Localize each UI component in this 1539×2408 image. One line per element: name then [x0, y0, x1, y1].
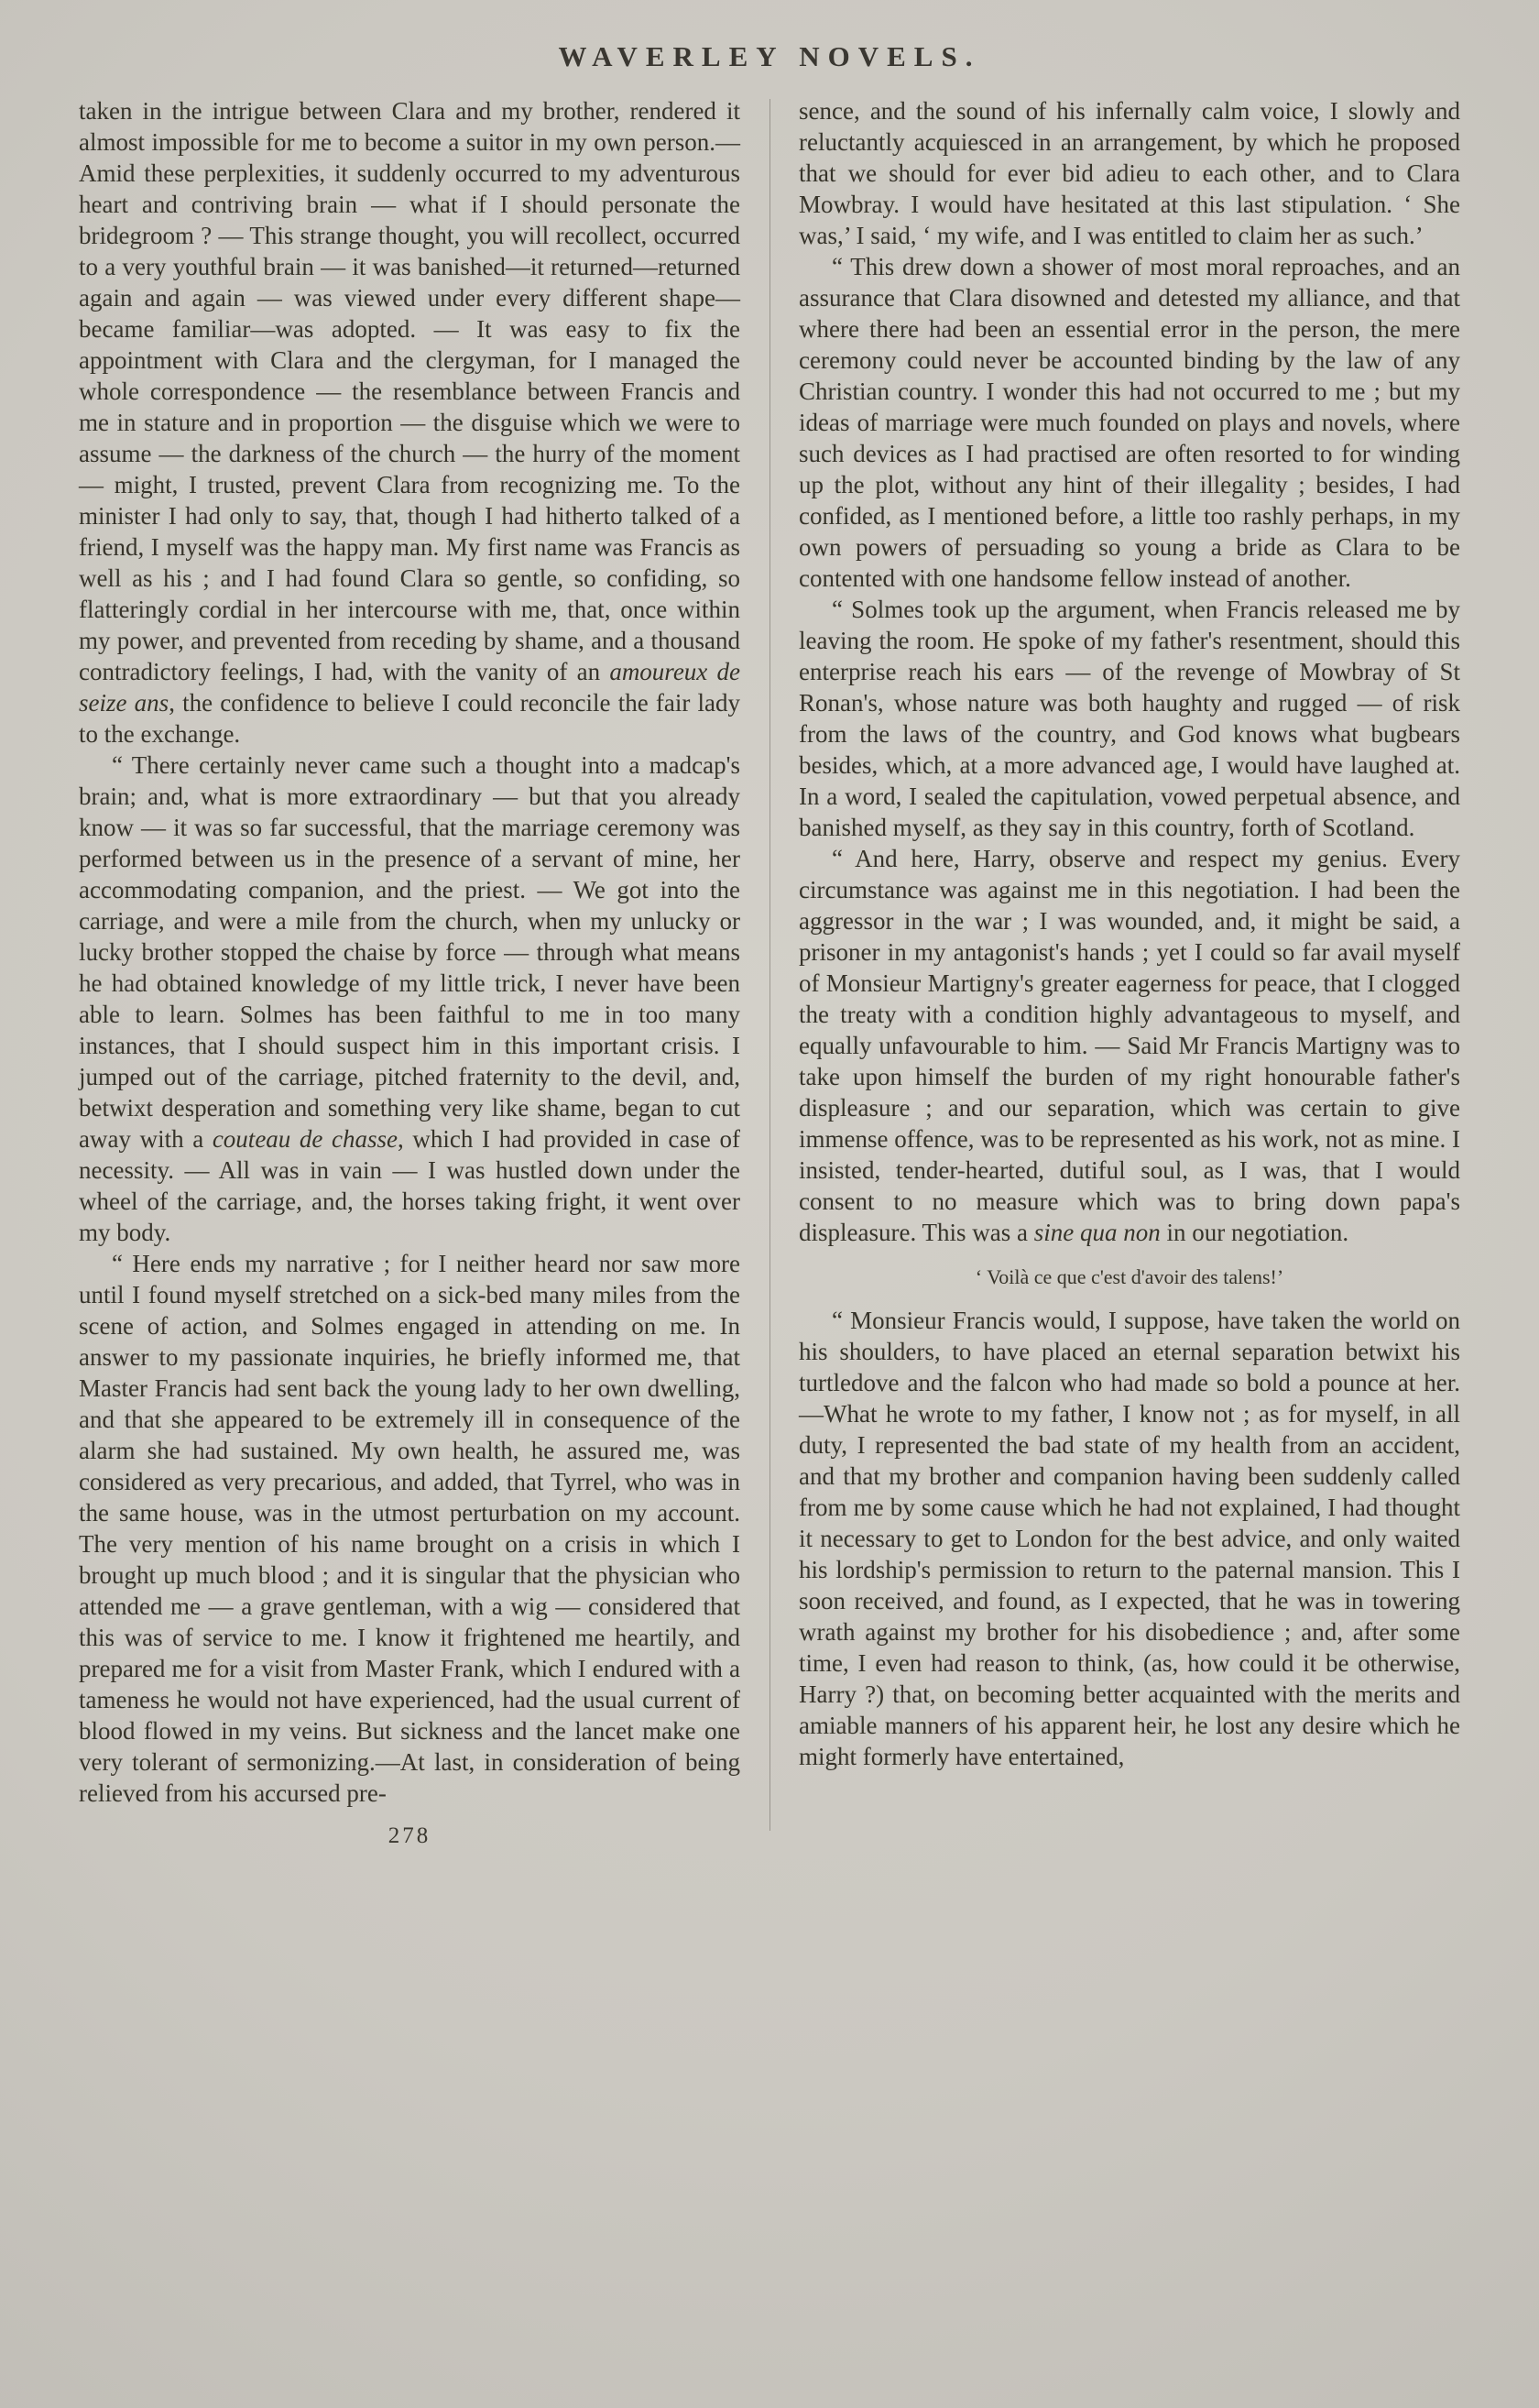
italic-phrase: couteau de chasse: [212, 1125, 398, 1153]
text-run: sence, and the sound of his infernally calm voice, I slowly and reluctantly acquiesced in an arrangement, by which he proposed that we should for ever bid adieu to each other, and to Clara Mowbray. I would have hesitated at this last stipulation. ‘ She was,’ I said, ‘ my wife, and I was entitled to claim her as such.’: [799, 97, 1460, 249]
paragraph: [79, 95, 740, 750]
paragraph: [79, 750, 740, 1248]
text-run: ‘ Voilà ce que c'est d'avoir des talens!’: [975, 1265, 1284, 1288]
text-run: “ Monsieur Francis would, I suppose, have taken the world on his shoulders, to have placed an eternal separation betwixt his turtledove and the falcon who had made so bold a pounce at her. —What he wrote to my father, I know not ; as for myself, in all duty, I represented the bad state of my health from an accident, and that my brother and companion having been suddenly called from me by some cause which he had not explained, I had thought it necessary to get to London for the best advice, and only waited his lordship's permission to return to the paternal mansion. This I soon received, and found, as I expected, that he was in towering wrath against my brother for his disobedience ; and, after some time, I even had reason to think, (as, how could it be otherwise, Harry ?) that, on becoming better acquainted with the merits and amiable manners of his apparent heir, he lost any desire which he might formerly have entertained,: [799, 1307, 1460, 1770]
paragraph: [799, 843, 1460, 1248]
paragraph: [799, 594, 1460, 843]
text-run: taken in the intrigue between Clara and my brother, rendered it almost impossible for me to become a suitor in my own person.—Amid these perplexities, it suddenly occurred to my adventurous heart and contriving brain — what if I should personate the bridegroom ? — This strange thought, you will recollect, occurred to a very youthful brain — it was banished—it returned—returned again and again — was viewed under every different shape—became familiar—was adopted. — It was easy to fix the appointment with Clara and the clergyman, for I managed the whole correspondence — the resemblance between Francis and me in stature and in proportion — the disguise which we were to assume — the darkness of the church — the hurry of the moment — might, I trusted, prevent Clara from recognizing me. To the minister I had only to say, that, though I had hitherto talked of a friend, I myself was the happy man. My first name was Francis as well as his ; and I had found Clara so gentle, so confiding, so flatteringly cordial in her intercourse with me, that, once within my power, and prevented from receding by shame, and a thousand contradictory feelings, I had, with the vanity of an: [79, 97, 740, 685]
text-run: “ Solmes took up the argument, when Francis released me by leaving the room. He spoke of my father's resentment, should this enterprise reach his ears — of the revenge of Mowbray of St Ronan's, whose nature was both haughty and rugged — of risk from the laws of the country, and God knows what bugbears besides, which, at a more advanced age, I would have laughed at. In a word, I sealed the capitulation, vowed perpetual absence, and banished myself, as they say in this country, forth of Scotland.: [799, 596, 1460, 841]
left-column-wrap: [79, 95, 740, 1849]
text-run: “ Here ends my narrative ; for I neither heard nor saw more until I found myself stretched on a sick-bed many miles from the scene of action, and Solmes engaged in attending on me. In answer to my passionate inquiries, he briefly informed me, that Master Francis had sent back the young lady to her own dwelling, and that she appeared to be extremely ill in consequence of the alarm she had sustained. My own health, he assured me, was considered as very precarious, and added, that Tyrrel, who was in the same house, was in the utmost perturbation on my account. The very mention of his name brought on a crisis in which I brought up much blood ; and it is singular that the physician who attended me — a grave gentleman, with a wig — considered that this was of service to me. I know it frightened me heartily, and prepared me for a visit from Master Frank, which I endured with a tameness he would not have experienced, had the usual current of blood flowed in my veins. But sickness and the lancet make one very tolerant of sermonizing.—At last, in consideration of being relieved from his accursed pre-: [79, 1250, 740, 1807]
paragraph: [79, 1248, 740, 1809]
page-number: 278: [387, 1823, 431, 1848]
paragraph: [799, 95, 1460, 251]
inline-quote: [799, 1264, 1460, 1290]
italic-phrase: amoureux de seize ans: [79, 658, 740, 717]
paragraph: [799, 1305, 1460, 1772]
text-run: “ This drew down a shower of most moral reproaches, and an assurance that Clara disowned and detested my alliance, and that where there had been an essential error in the person, the mere ceremony could never be accounted binding by the law of any Christian country. I wonder this had not occurred to me ; but my ideas of marriage were much founded on plays and novels, where such devices as I had practised are often resorted to for winding up the plot, without any hint of their illegality ; besides, I had confided, as I mentioned before, a little too rashly perhaps, in my own powers of persuading so young a bride as Clara to be contented with one handsome fellow instead of another.: [799, 253, 1460, 592]
text-run: “ There certainly never came such a thought into a madcap's brain; and, what is more extraordinary — but that you already know — it was so far successful, that the marriage ceremony was performed between us in the presence of a servant of mine, her accommodating companion, and the priest. — We got into the carriage, and were a mile from the church, when my unlucky or lucky brother stopped the chaise by force — through what means he had obtained knowledge of my little trick, I never have been able to learn. Solmes has been faithful to me in too many instances, that I should suspect him in this important crisis. I jumped out of the carriage, pitched fraternity to the devil, and, betwixt desperation and something very like shame, began to cut away with a: [79, 751, 740, 1153]
text-columns: [0, 95, 1539, 1849]
paragraph: [799, 251, 1460, 594]
text-run: in our negotiation.: [1160, 1219, 1349, 1246]
text-run: , which I had provided in case of necessity. — All was in vain — I was hustled down under the wheel of the carriage, and, the horses taking fright, it went over my body.: [79, 1125, 741, 1246]
right-column: [799, 95, 1460, 1772]
left-column: [79, 95, 740, 1809]
text-run: , the confidence to believe I could reconcile the fair lady to the exchange.: [79, 689, 740, 748]
text-run: “ And here, Harry, observe and respect my genius. Every circumstance was against me in this negotiation. I had been the aggressor in the war ; I was wounded, and, it might be said, a prisoner in my antagonist's hands ; yet I could so far avail myself of Monsieur Martigny's greater eagerness for peace, that I clogged the treaty with a condition highly advantageous to myself, and equally unfavourable to him. — Said Mr Francis Martigny was to take upon himself the burden of my right honourable father's displeasure ; and our separation, which was certain to give immense offence, was to be represented as his work, not as mine. I insisted, tender-hearted, dutiful soul, as I was, that I would consent to no measure which was to bring down papa's displeasure. This was a: [799, 845, 1460, 1246]
running-header: WAVERLEY NOVELS.: [558, 40, 981, 72]
italic-phrase: sine qua non: [1033, 1219, 1161, 1246]
right-column-wrap: [799, 95, 1460, 1849]
